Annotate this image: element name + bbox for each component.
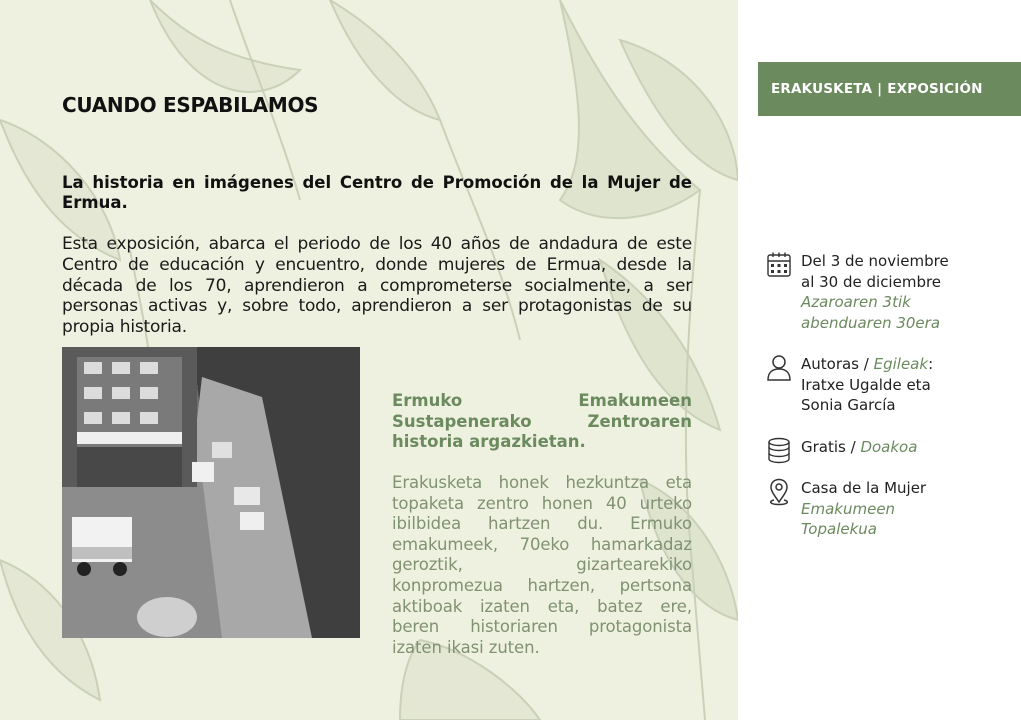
price-es: Gratis xyxy=(801,438,846,456)
calendar-icon xyxy=(766,251,792,279)
price-separator: / xyxy=(845,438,861,456)
authors-label-eu: Egileak xyxy=(873,355,929,373)
price-line xyxy=(801,437,1016,458)
place-es: Casa de la Mujer xyxy=(801,479,927,497)
authors-label xyxy=(801,354,1016,375)
authors-label-es: Autoras xyxy=(801,355,860,373)
price-eu: Doakoa xyxy=(860,438,918,456)
authors-colon: : xyxy=(928,355,934,373)
exhibition-badge: ERAKUSKETA | EXPOSICIÓN xyxy=(758,62,1021,116)
person-icon xyxy=(766,354,792,382)
exhibition-subtitle: La historia en imágenes del Centro de Promoción de la Mujer de Ermua. xyxy=(62,173,692,212)
location-pin-icon xyxy=(766,478,792,506)
date-eu-line1: Azaroaren 3tik xyxy=(801,293,911,312)
basque-heading: Ermuko Emakumeen Sustapenerako Zentroaren historia argazkietan. xyxy=(392,391,692,451)
place-eu-line1: Emakumeen xyxy=(801,499,896,518)
exhibition-title: CUANDO ESPABILAMOS xyxy=(62,93,319,117)
historic-street-photo xyxy=(62,347,360,638)
basque-paragraph: Erakusketa honek hezkuntza eta topaketa zentro honen 40 urteko ibilbidea hartzen du. Ermuko emakumeek, 70eko hamarkadaz geroztik, gizartearekiko konpromezua hartzen, pertsona aktiboak izaten eta, batez ere, beren historiaren protagonista izaten ikasi zuten. xyxy=(392,473,692,657)
date-eu-line2: abenduaren 30era xyxy=(801,314,941,333)
date-es-line1: Del 3 de noviembre xyxy=(801,252,949,270)
authors-line3: Sonia García xyxy=(801,396,896,415)
place-eu-line2: Topalekua xyxy=(801,520,877,539)
coins-icon xyxy=(766,437,792,465)
authors-line2: Iratxe Ugalde eta xyxy=(801,375,931,394)
intro-paragraph: Esta exposición, abarca el periodo de los 40 años de andadura de este Centro de educación y encuentro, donde mujeres de Ermua, desde la década de los 70, aprendieron a comprometerse socialmente, a ser personas activas y, sobre todo, aprendieron a ser protagonistas de su propia historia. xyxy=(62,234,692,338)
date-es-line2: al 30 de diciembre xyxy=(801,272,942,291)
authors-separator: / xyxy=(859,355,874,373)
